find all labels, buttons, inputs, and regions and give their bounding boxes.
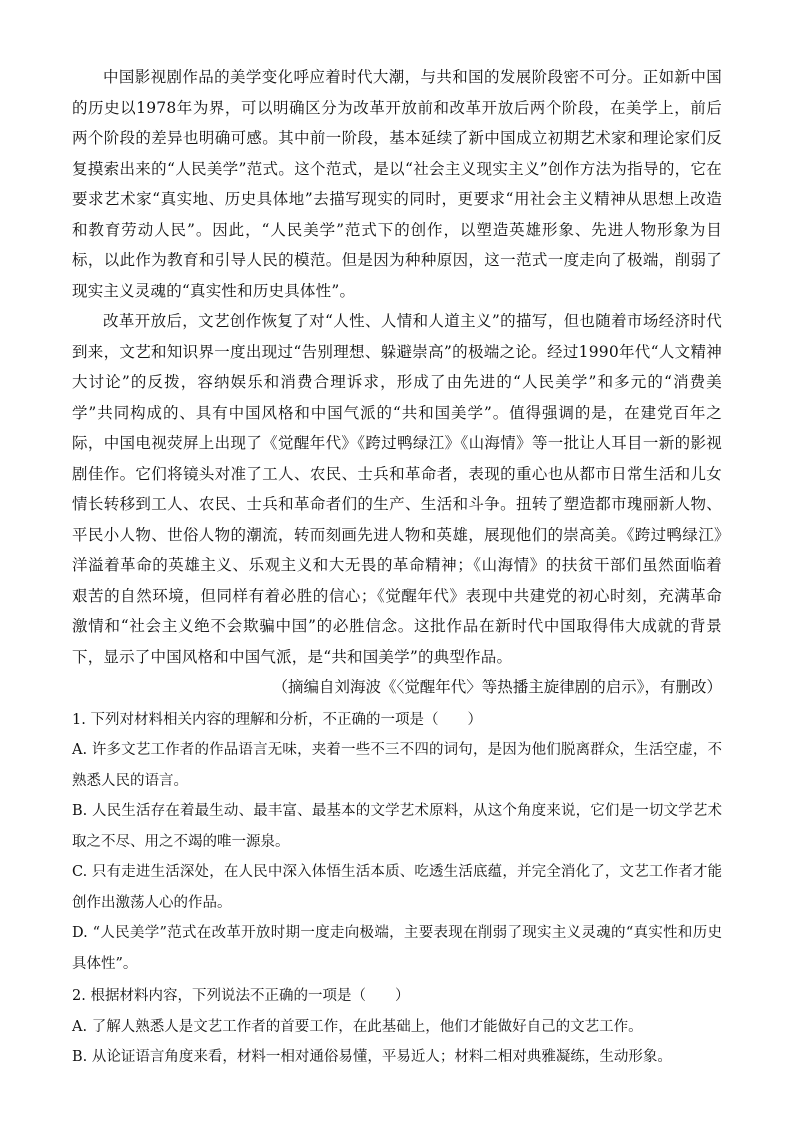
- question-2-option-a: A. 了解人熟悉人是文艺工作者的首要工作，在此基础上，他们才能做好自己的文艺工作。: [72, 1018, 643, 1035]
- question-1-option-c: C. 只有走进生活深处，在人民中深入体悟生活本质、吃透生活底蕴，并完全消化了，文艺工作者才能创作出激荡人心的作品。: [72, 864, 722, 911]
- document-page: [72, 62, 722, 1073]
- question-1-option-a: A. 许多文艺工作者的作品语言无味，夹着一些不三不四的词句，是因为他们脱离群众，生活空虚，不熟悉人民的语言。: [72, 742, 722, 789]
- question-2: [72, 981, 722, 1073]
- question-2-stem: 2. 根据材料内容，下列说法不正确的一项是（ ）: [72, 988, 410, 1004]
- article-source: （摘编自刘海波《〈觉醒年代〉等热播主旋律剧的启示》，有删改）: [272, 678, 722, 696]
- question-1: [72, 705, 722, 980]
- question-1-option-d: D. “人民美学”范式在改革开放时期一度走向极端，主要表现在削弱了现实主义灵魂的“真实性和历史具体性”。: [72, 925, 722, 972]
- question-1-option-b: B. 人民生活存在着最生动、最丰富、最基本的文学艺术原料，从这个角度来说，它们是一切文学艺术取之不尽、用之不竭的唯一源泉。: [72, 803, 722, 850]
- article-paragraph-2: 改革开放后，文艺创作恢复了对“人性、人情和人道主义”的描写，但也随着市场经济时代到来，文艺和知识界一度出现过“告别理想、躲避崇高”的极端之论。经过1990年代“人文精神大讨论”的反拨，容纳娱乐和消费合理诉求，形成了由先进的“人民美学”和多元的“消费美学”共同构成的、具有中国风格和中国气派的“共和国美学”。值得强调的是，在建党百年之际，中国电视荧屏上出现了《觉醒年代》《跨过鸭绿江》《山海情》等一批让人耳目一新的影视剧佳作。它们将镜头对准了工人、农民、士兵和革命者，表现的重心也从都市日常生活和儿女情长转移到工人、农民、士兵和革命者们的生产、生活和斗争。扭转了塑造都市瑰丽新人物、平民小人物、世俗人物的潮流，转而刻画先进人物和英雄，展现他们的崇高美。《跨过鸭绿江》洋溢着革命的英雄主义、乐观主义和大无畏的革命精神；《山海情》的扶贫干部们虽然面临着艰苦的自然环境，但同样有着必胜的信心；《觉醒年代》表现中共建党的初心时刻，充满革命激情和“社会主义绝不会欺骗中国”的必胜信念。这批作品在新时代中国取得伟大成就的背景下，显示了中国风格和中国气派，是“共和国美学”的典型作品。: [72, 312, 722, 666]
- article-paragraph-1: 中国影视剧作品的美学变化呼应着时代大潮，与共和国的发展阶段密不可分。正如新中国的历史以1978年为界，可以明确区分为改革开放前和改革开放后两个阶段，在美学上，前后两个阶段的差异也明确可感。其中前一阶段，基本延续了新中国成立初期艺术家和理论家们反复摸索出来的“人民美学”范式。这个范式，是以“社会主义现实主义”创作方法为指导的，它在要求艺术家“真实地、历史具体地”去描写现实的同时，更要求“用社会主义精神从思想上改造和教育劳动人民”。因此，“人民美学”范式下的创作，以塑造英雄形象、先进人物形象为目标，以此作为教育和引导人民的模范。但是因为种种原因，这一范式一度走向了极端，削弱了现实主义灵魂的“真实性和历史具体性”。: [72, 68, 722, 300]
- question-2-option-b: B. 从论证语言角度来看，材料一相对通俗易懂，平易近人；材料二相对典雅凝练，生动形象。: [72, 1049, 672, 1065]
- question-1-stem: 1. 下列对材料相关内容的理解和分析，不正确的一项是（ ）: [72, 711, 482, 728]
